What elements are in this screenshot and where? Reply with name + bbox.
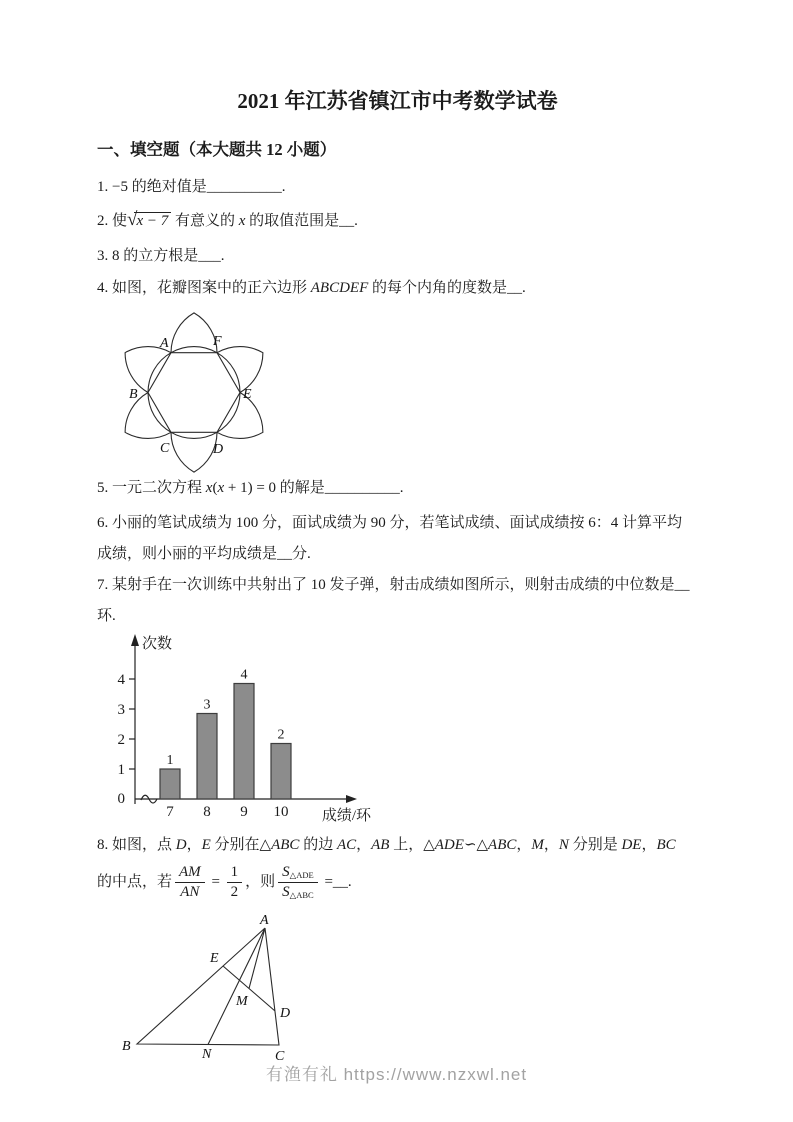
y-tick-label: 1 xyxy=(117,762,125,778)
triangle-figure xyxy=(110,914,305,1072)
fraction-one-half: $\frac{1}{2}$ xyxy=(227,864,243,902)
point-label-n: N xyxy=(202,1047,212,1062)
fraction-am-an: $\frac{AM}{AN}$ xyxy=(175,864,205,902)
bar-value-label: 2 xyxy=(277,727,285,743)
y-tick-label: 4 xyxy=(117,672,125,688)
fraction-triangle-areas: $\frac{S_{\triangle ADE}}{S_{\triangle ABC}}$ xyxy=(278,864,318,902)
y-axis-title: 次数 xyxy=(142,636,173,652)
question-7-line-2: 环. xyxy=(97,608,116,624)
triangle-lines xyxy=(137,928,279,1045)
point-label-e: E xyxy=(210,951,219,966)
category-label: 10 xyxy=(273,804,289,820)
x-axis-title: 成绩/环 xyxy=(321,808,371,824)
bar xyxy=(160,769,180,799)
y-axis-arrow xyxy=(131,634,139,646)
bar-value-label: 4 xyxy=(240,667,248,683)
flower-hexagon-figure xyxy=(109,303,279,475)
bar-value-label: 3 xyxy=(203,697,211,713)
bar-value-label: 1 xyxy=(166,753,174,768)
q8-end-text: =__. xyxy=(320,874,352,890)
category-label: 8 xyxy=(203,804,211,820)
category-label: 9 xyxy=(240,804,248,820)
question-1: 1. −5 的绝对值是__________. xyxy=(97,179,286,195)
q8-mid-text-1: 的中点，若 xyxy=(97,874,173,890)
bar xyxy=(271,744,291,800)
vertex-label-c: C xyxy=(160,441,170,456)
vertex-label-e: E xyxy=(243,387,252,402)
bar-chart xyxy=(109,630,379,830)
inner-arcs xyxy=(148,347,240,439)
section-header: 一、填空题（本大题共 12 小题） xyxy=(97,140,337,159)
footer-watermark: 有渔有礼 https://www.nzxwl.net xyxy=(265,1065,528,1084)
question-6-line-2: 成绩，则小丽的平均成绩是__分. xyxy=(97,546,311,562)
point-label-m: M xyxy=(236,994,248,1009)
bar xyxy=(197,714,217,800)
question-5: 5. 一元二次方程 x(x + 1) = 0 的解是__________. xyxy=(97,480,404,496)
y-tick-label: 3 xyxy=(117,702,125,718)
question-2 xyxy=(97,209,698,232)
question-4: 4. 如图，花瓣图案中的正六边形 ABCDEF 的每个内角的度数是__. xyxy=(97,280,526,296)
question-3: 3. 8 的立方根是___. xyxy=(97,248,225,264)
point-label-a: A xyxy=(260,914,269,928)
origin-label: 0 xyxy=(117,791,125,807)
question-7-line-1: 7. 某射手在一次训练中共射出了 10 发子弹，射击成绩如图所示，则射击成绩的中位数是__ xyxy=(97,577,690,593)
question-6-line-1: 6. 小丽的笔试成绩为 100 分，面试成绩为 90 分，若笔试成绩、面试成绩按 6：4 计算平均 xyxy=(97,515,683,531)
vertex-label-d: D xyxy=(213,442,224,457)
vertex-label-b: B xyxy=(129,387,138,402)
question-2-suffix: 有意义的 x 的取值范围是__. xyxy=(171,213,358,229)
radical-sign: √ xyxy=(127,209,138,230)
y-tick-label: 2 xyxy=(117,732,125,748)
category-label: 7 xyxy=(166,804,174,820)
point-label-c: C xyxy=(275,1049,285,1064)
page-title: 2021 年江苏省镇江市中考数学试卷 xyxy=(237,89,558,113)
vertex-label-a: A xyxy=(160,336,169,351)
point-label-d: D xyxy=(280,1006,291,1021)
point-label-b: B xyxy=(122,1039,131,1054)
x-axis-arrow xyxy=(346,795,357,803)
question-8-line-1: 8. 如图，点 D，E 分别在△ABC 的边 AC，AB 上，△ADE∽△ABC，M，N 分别是 DE，BC xyxy=(97,837,676,853)
sqrt-expression xyxy=(127,209,171,230)
q8-mid-text-2: ，则 xyxy=(245,874,276,890)
hexagon-outline xyxy=(148,353,240,433)
q8-equals-1: = xyxy=(207,874,224,890)
radicand: x − 7 xyxy=(134,212,171,229)
bar xyxy=(234,684,254,800)
question-2-prefix: 2. 使 xyxy=(97,213,128,229)
vertex-label-f: F xyxy=(213,334,222,349)
question-8-line-2 xyxy=(97,858,698,906)
